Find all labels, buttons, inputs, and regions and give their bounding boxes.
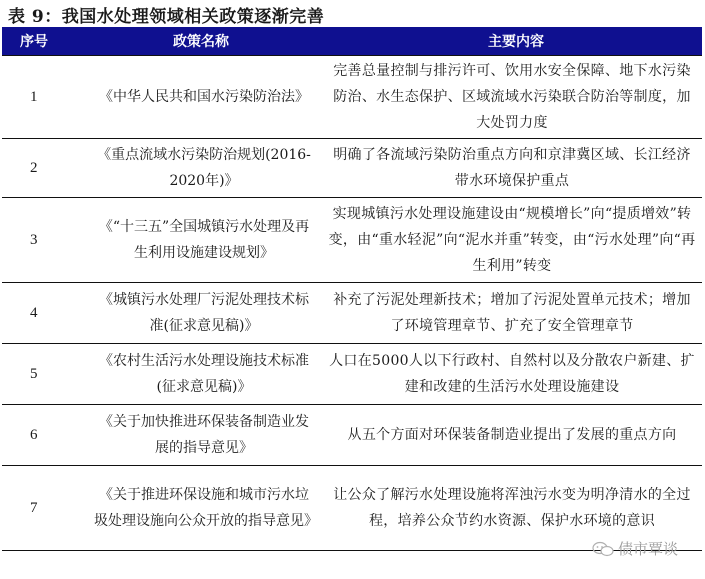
table-row [2, 139, 702, 198]
policy-table [2, 27, 702, 551]
row-index: 2 [2, 139, 90, 198]
policy-content: 人口在5000人以下行政村、自然村以及分散农户新建、扩建和改建的生活污水处理设施建设 [320, 344, 702, 405]
row-index: 1 [2, 56, 90, 139]
column-header-main-content: 主要内容 [320, 27, 702, 56]
column-header-policy-name: 政策名称 [90, 27, 320, 56]
policy-content: 实现城镇污水处理设施建设由“规模增长”向“提质增效”转变，由“重水轻泥”向“泥水并重”转变，由“污水处理”向“再生利用”转变 [320, 198, 702, 283]
table-title: 表 9：我国水处理领域相关政策逐渐完善 [8, 7, 325, 27]
policy-content: 让公众了解污水处理设施将浑浊污水变为明净清水的全过程，培养公众节约水资源、保护水环境的意识 [320, 466, 702, 551]
row-index: 7 [2, 466, 90, 551]
policy-name: 《城镇污水处理厂污泥处理技术标准(征求意见稿)》 [90, 283, 320, 344]
policy-content: 补充了污泥处理新技术；增加了污泥处置单元技术；增加了环境管理章节、扩充了安全管理章节 [320, 283, 702, 344]
policy-name: 《“十三五”全国城镇污水处理及再生利用设施建设规划》 [90, 198, 320, 283]
wechat-icon [592, 541, 614, 557]
watermark [592, 538, 678, 559]
policy-content: 从五个方面对环保装备制造业提出了发展的重点方向 [320, 405, 702, 466]
row-index: 6 [2, 405, 90, 466]
policy-content: 完善总量控制与排污许可、饮用水安全保障、地下水污染防治、水生态保护、区域流域水污染联合防治等制度，加大处罚力度 [320, 56, 702, 139]
row-index: 5 [2, 344, 90, 405]
policy-name: 《关于推进环保设施和城市污水垃圾处理设施向公众开放的指导意见》 [90, 466, 320, 551]
table-row [2, 56, 702, 139]
table-row [2, 405, 702, 466]
table-row [2, 198, 702, 283]
policy-content: 明确了各流域污染防治重点方向和京津冀区域、长江经济带水环境保护重点 [320, 139, 702, 198]
policy-name: 《农村生活污水处理设施技术标准(征求意见稿)》 [90, 344, 320, 405]
table-row [2, 283, 702, 344]
policy-name: 《重点流域水污染防治规划(2016-2020年)》 [90, 139, 320, 198]
policy-name: 《关于加快推进环保装备制造业发展的指导意见》 [90, 405, 320, 466]
watermark-text: 债市覃谈 [618, 540, 679, 558]
table-header-row [2, 27, 702, 56]
row-index: 3 [2, 198, 90, 283]
row-index: 4 [2, 283, 90, 344]
column-header-index: 序号 [2, 27, 90, 56]
policy-name: 《中华人民共和国水污染防治法》 [90, 56, 320, 139]
table-row [2, 344, 702, 405]
